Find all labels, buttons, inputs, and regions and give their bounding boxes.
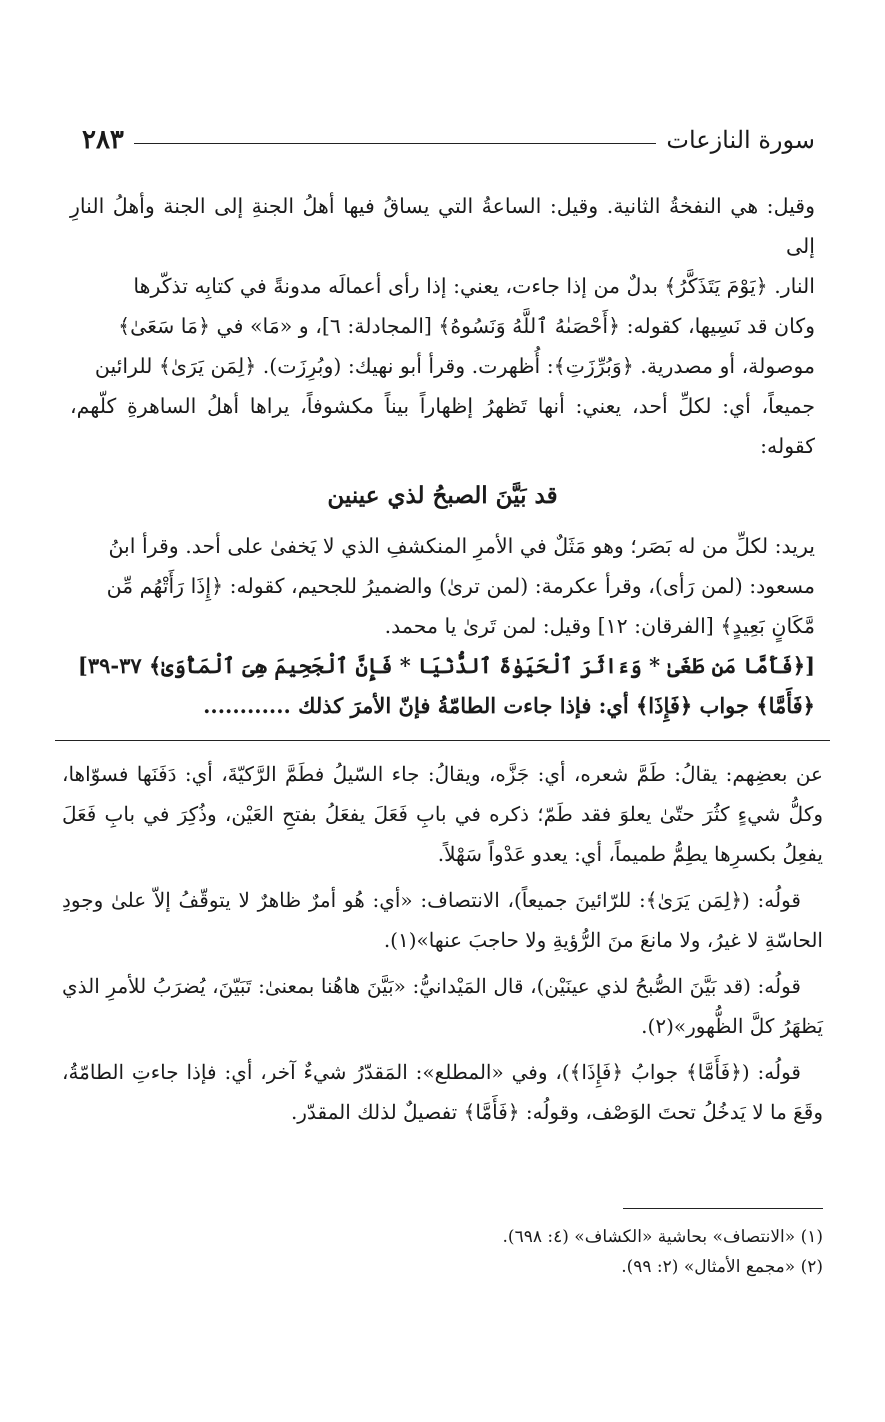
main-line: وقيل: هي النفخةُ الثانية. وقيل: الساعةُ التي يساقُ فيها أهلُ الجنةِ إلى الجنة وأهلُ النارِ إلى: [70, 194, 815, 258]
quran-verse: [﴿فَأَمَّا مَن طَغَىٰ * وَءَاثَرَ ٱلْحَيَوٰةَ ٱلدُّنْيَا * فَإِنَّ ٱلْجَحِيمَ هِىَ ٱلْمَأْوَىٰ﴾ ٣٧-٣٩]: [77, 653, 815, 678]
main-text: [70, 186, 815, 726]
footnote: (٢) «مجمع الأمثال» (٢: ٩٩).: [621, 1257, 823, 1277]
footnote-rule: [623, 1208, 823, 1209]
footnote: (١) «الانتصاف» بحاشية «الكشاف» (٤: ٦٩٨).: [502, 1227, 823, 1247]
commentary-paragraph: عن بعضِهم: يقالُ: طَمَّ شعره، أي: جَزَّه، ويقالُ: جاء السّيلُ فطَمَّ الرَّكيّةَ، أي: دَفَنَها فسوّاها، وكلُّ شيءٍ كثُرَ حتّىٰ يعلوَ فقد طَمّ؛ ذكره في بابِ فَعَلَ يفعَلُ بفتحِ العَيْن، وذُكِرَ في بابِ فَعَلَ يفعِلُ بكسرِها يطِمُّ طميماً، أي: يعدو عَدْواً سَهْلاً.: [62, 762, 823, 866]
poetry-verse: قد بَيَّنَ الصبحُ لذي عينين: [327, 482, 558, 509]
page-number: ٢٨٣: [82, 125, 124, 155]
main-line: مَّكَانٍ بَعِيدٍ﴾ [الفرقان: ١٢] وقيل: لمن تَرىٰ يا محمد.: [384, 614, 815, 638]
main-line: جميعاً، أي: لكلِّ أحد، يعني: أنها تَظهرُ إظهاراً بيناً مكشوفاً، يراها أهلُ الساهرةِ كلّهم، كقوله:: [70, 394, 815, 458]
commentary-paragraph: قولُه: (﴿لِمَن يَرَىٰ﴾: للرّائينَ جميعاً)، الانتصاف: «أي: هُو أمرٌ ظاهرٌ لا يتوقّفُ إلاّ علىٰ وجودِ الحاسّةِ لا غيرُ، ولا مانعَ منَ الرُّؤيةِ ولا حاجبَ عنها»(١).: [62, 888, 823, 952]
main-line: وكان قد نَسِيها، كقوله: ﴿أَحْصَىٰهُ ٱللَّهُ وَنَسُوهُ﴾ [المجادلة: ٦]، و «مَا» في ﴿مَا سَعَىٰ﴾: [118, 314, 815, 338]
main-line: يريد: لكلِّ من له بَصَر؛ وهو مَثَلٌ في الأمرِ المنكشفِ الذي لا يَخفىٰ على أحد. وقرأ ابنُ: [108, 534, 815, 558]
main-line: النار. ﴿يَوْمَ يَتَذَكَّرُ﴾ بدلٌ من إذا جاءت، يعني: إذا رأى أعمالَه مدونةً في كتابِه تذكّرها: [133, 274, 815, 298]
commentary-section: [62, 754, 823, 1138]
commentary-paragraph: قولُه: (قد بَيَّنَ الصُّبحُ لذي عينَيْن)، قال المَيْدانيُّ: «بَيَّنَ هاهُنا بمعنىٰ: تَبَيّنَ، يُضرَبُ للأمرِ الذي يَظهَرُ كلَّ الظُّهور»(٢).: [62, 974, 823, 1038]
footnotes: [62, 1222, 823, 1282]
section-divider: [55, 740, 830, 741]
main-line: مسعود: (لمن رَأى)، وقرأ عكرمة: (لمن ترىٰ) والضميرُ للجحيم، كقوله: ﴿إِذَا رَأَتْهُم مِّن: [106, 574, 815, 598]
header-rule: [134, 143, 656, 144]
commentary-paragraph: قولُه: (﴿فَأَمَّا﴾ جوابُ ﴿فَإِذَا﴾)، وفي «المطلع»: المَقدّرُ شيءٌ آخر، أي: فإذا جاءتِ الطامّةُ، وقَعَ ما لا يَدخُلُ تحتَ الوَصْف، وقولُه: ﴿فَأَمَّا﴾ تفصيلٌ لذلك المقدّر.: [62, 1060, 823, 1124]
main-last-line: ﴿فَأَمَّا﴾ جواب ﴿فَإِذَا﴾ أي: فإذا جاءت الطامّةُ فإنّ الأمرَ كذلك ............: [203, 693, 815, 718]
main-line: موصولة، أو مصدرية. ﴿وَبُرِّزَتِ﴾: أُظهرت. وقرأ أبو نهيك: (وبُرِزَت). ﴿لِمَن يَرَىٰ﴾ للرائين: [94, 354, 815, 378]
surah-title: سورة النازعات: [666, 126, 815, 154]
page-header: [82, 118, 815, 162]
